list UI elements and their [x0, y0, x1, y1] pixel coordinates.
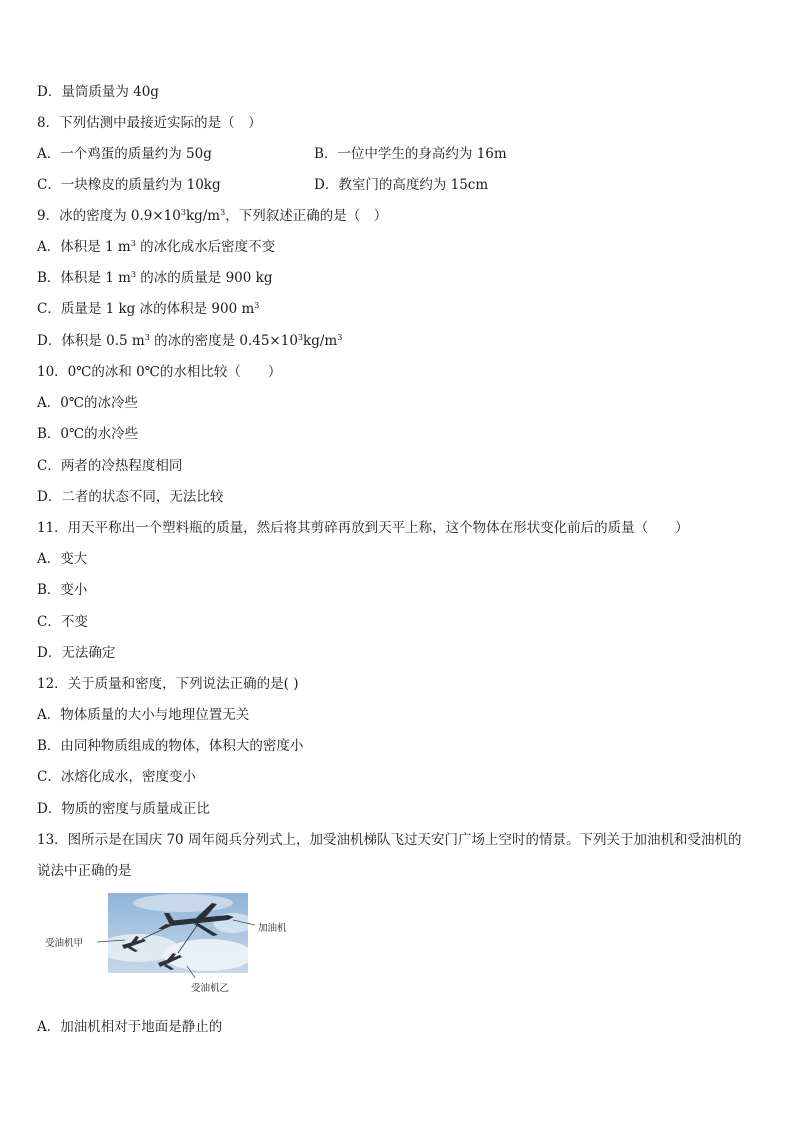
q13-stem: 13．图所示是在国庆 70 周年阅兵分列式上，加受油机梯队飞过天安门广场上空时的情景。下列关于加油机和受油机的	[37, 832, 742, 848]
q11-option-a: A．变大	[37, 551, 88, 567]
q11-option-b: B．变小	[37, 582, 88, 598]
q13-stem-cont: 说法中正确的是	[37, 863, 132, 879]
q9-option-d	[37, 332, 342, 350]
q12-stem: 12．关于质量和密度，下列说法正确的是( )	[37, 676, 299, 692]
refueling-figure	[45, 890, 305, 1000]
superscript: 3	[130, 270, 136, 279]
option-text-tail: 的冰的质量是 900 kg	[136, 270, 273, 286]
q13-option-a: A．加油机相对于地面是静止的	[37, 1019, 223, 1035]
option-text-mid: 的冰的密度是 0.45×10	[149, 333, 298, 349]
superscript: 3	[337, 333, 343, 342]
option-text: B．体积是 1 m	[37, 270, 131, 286]
superscript: 3	[254, 301, 260, 310]
label-receiver-a: 受油机甲	[45, 938, 84, 949]
q9-option-b	[37, 269, 272, 287]
sky-with-aircraft-image	[108, 893, 248, 973]
option-text: D．体积是 0.5 m	[37, 333, 145, 349]
q10-option-a: A．0℃的冰冷些	[37, 395, 138, 411]
q11-stem: 11．用天平称出一个塑料瓶的质量，然后将其剪碎再放到天平上称，这个物体在形状变化前后的质量（ ）	[37, 520, 689, 536]
q8-option-d: D．教室门的高度约为 15cm	[314, 177, 489, 193]
q10-option-b: B．0℃的水冷些	[37, 426, 139, 442]
refueling-photo	[108, 893, 248, 973]
superscript: 3	[180, 208, 186, 217]
q9-stem-tail: ，下列叙述正确的是（ ）	[225, 208, 388, 224]
q12-option-b: B．由同种物质组成的物体，体积大的密度小	[37, 738, 304, 754]
q9-option-c	[37, 300, 259, 318]
option-text-tail: 的冰化成水后密度不变	[135, 239, 276, 255]
q9-stem-text: 9．冰的密度为 0.9×10	[37, 208, 181, 224]
q12-option-c: C．冰熔化成水，密度变小	[37, 769, 196, 785]
q9-option-a	[37, 238, 275, 256]
option-text: A．体积是 1 m	[37, 239, 131, 255]
label-receiver-b: 受油机乙	[191, 983, 230, 994]
q11-option-c: C．不变	[37, 614, 88, 630]
q10-option-c: C．两者的冷热程度相同	[37, 458, 183, 474]
superscript: 3	[297, 333, 304, 342]
q8-option-c: C．一块橡皮的质量约为 10kg	[37, 177, 221, 193]
unit-text: kg/m	[303, 333, 338, 349]
q7-option-d: D．量筒质量为 40g	[37, 84, 159, 100]
superscript: 3	[130, 239, 136, 248]
q8-option-b: B．一位中学生的身高约为 16m	[314, 146, 507, 162]
q10-stem: 10．0℃的冰和 0℃的水相比较（ ）	[37, 364, 282, 380]
unit-text: kg/m	[185, 208, 221, 224]
q9-stem	[37, 207, 387, 225]
q12-option-a: A．物体质量的大小与地理位置无关	[37, 707, 250, 723]
label-tanker: 加油机	[258, 923, 287, 934]
q12-option-d: D．物质的密度与质量成正比	[37, 801, 210, 817]
option-text: C．质量是 1 kg 冰的体积是 900 m	[37, 301, 255, 317]
q8-stem: 8．下列估测中最接近实际的是（ ）	[37, 115, 262, 131]
q10-option-d: D．二者的状态不同，无法比较	[37, 489, 224, 505]
superscript: 3	[144, 333, 150, 342]
q8-option-a: A．一个鸡蛋的质量约为 50g	[37, 146, 212, 162]
q11-option-d: D．无法确定	[37, 645, 116, 661]
superscript: 3	[220, 208, 226, 217]
